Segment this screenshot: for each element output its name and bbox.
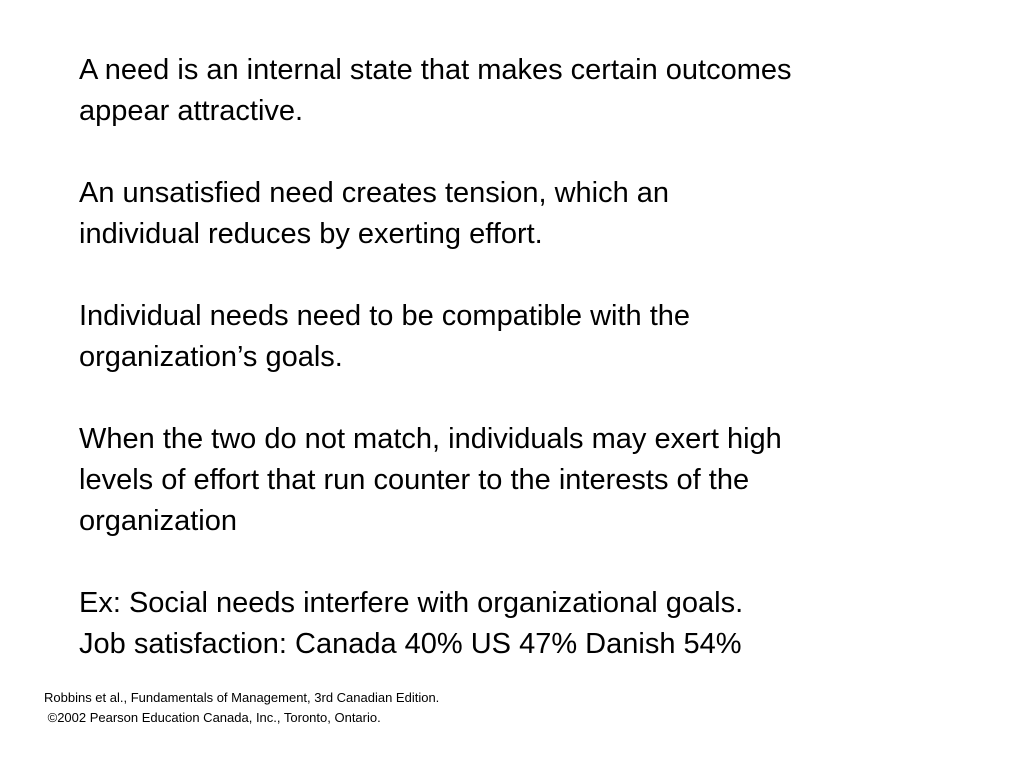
citation-line-1: Robbins et al., Fundamentals of Management, 3rd Canadian Edition. [44,690,440,705]
paragraph-mismatch: When the two do not match, individuals may exert high levels of effort that run counter to the interests of the organization [79,423,782,537]
paragraph-need-definition: A need is an internal state that makes certain outcomes appear attractive. [79,54,792,127]
citation-footer [44,688,439,728]
paragraph-compatibility: Individual needs need to be compatible with the organization’s goals. [79,300,691,373]
paragraph-unsatisfied-need: An unsatisfied need creates tension, which an individual reduces by exerting effort. [79,177,670,250]
slide-body [79,50,939,665]
citation-line-2: ©2002 Pearson Education Canada, Inc., Toronto, Ontario. [44,710,381,725]
paragraph-example: Ex: Social needs interfere with organizational goals. Job satisfaction: Canada 40% US 47% Danish 54% [79,587,744,660]
